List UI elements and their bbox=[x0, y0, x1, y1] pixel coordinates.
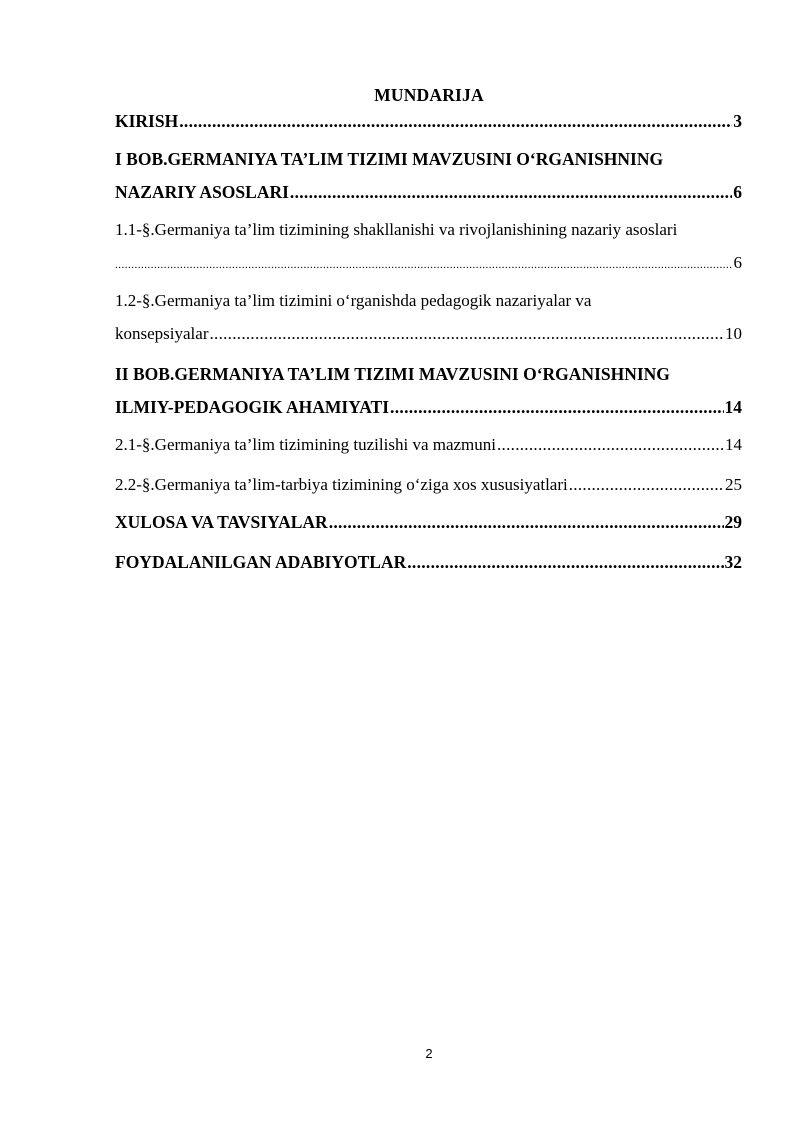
toc-entry-label: NAZARIY ASOSLARI bbox=[115, 182, 289, 202]
toc-entry-kirish[interactable] bbox=[115, 110, 742, 132]
toc-page-number: 14 bbox=[724, 397, 742, 417]
toc-entry-label: KIRISH bbox=[115, 111, 179, 131]
toc-entry-label: FOYDALANILGAN ADABIYOTLAR bbox=[115, 552, 407, 572]
toc-page-number: 14 bbox=[725, 435, 742, 454]
toc-entry-chapter2[interactable] bbox=[115, 396, 742, 418]
toc-chapter1-line1[interactable]: I BOB.GERMANIYA TA’LIM TIZIMI MAVZUSINI O‘RGANISHNING bbox=[115, 149, 664, 169]
toc-entry-chapter1[interactable] bbox=[115, 181, 742, 203]
toc-page-number: 10 bbox=[725, 324, 742, 343]
toc-entry-section22[interactable] bbox=[115, 474, 742, 496]
toc-entry-references[interactable] bbox=[115, 551, 742, 573]
toc-leader-dots bbox=[115, 252, 733, 276]
toc-entry-label: ILMIY-PEDAGOGIK AHAMIYATI bbox=[115, 397, 390, 417]
toc-section11-line1[interactable]: 1.1-§.Germaniya ta’lim tizimining shakllanishi va rivojlanishining nazariy asoslari bbox=[115, 220, 678, 239]
toc-page-number: 32 bbox=[724, 552, 742, 572]
toc-leader-dots bbox=[290, 181, 732, 203]
page-number: 2 bbox=[425, 1046, 433, 1061]
toc-entry-label: 2.2-§.Germaniya ta’lim-tarbiya tizimining o‘ziga xos xususiyatlari bbox=[115, 475, 568, 494]
toc-page-number: 3 bbox=[733, 111, 742, 131]
toc-entry-section12[interactable] bbox=[115, 323, 742, 345]
toc-leader-dots bbox=[179, 110, 732, 132]
toc-entry-section21[interactable] bbox=[115, 434, 742, 456]
toc-page-number: 6 bbox=[733, 182, 742, 202]
toc-leader-dots bbox=[407, 551, 723, 573]
toc-leader-dots bbox=[209, 323, 724, 345]
toc-leader-dots bbox=[390, 396, 723, 418]
toc-entry-label: XULOSA VA TAVSIYALAR bbox=[115, 512, 328, 532]
toc-page-number: 29 bbox=[724, 512, 742, 532]
toc-section12-line1[interactable]: 1.2-§.Germaniya ta’lim tizimini o‘rganishda pedagogik nazariyalar va bbox=[115, 291, 592, 310]
toc-leader-dots bbox=[497, 434, 724, 456]
toc-title: MUNDARIJA bbox=[374, 85, 484, 105]
toc-leader-dots bbox=[569, 474, 724, 496]
toc-entry-conclusion[interactable] bbox=[115, 511, 742, 533]
toc-leader-dots bbox=[329, 511, 724, 533]
toc-page-number: 6 bbox=[733, 253, 742, 272]
toc-page-number: 25 bbox=[725, 475, 742, 494]
toc-chapter2-line1[interactable]: II BOB.GERMANIYA TA’LIM TIZIMI MAVZUSINI O‘RGANISHNING bbox=[115, 364, 670, 384]
toc-entry-label: 2.1-§.Germaniya ta’lim tizimining tuzilishi va mazmuni bbox=[115, 435, 496, 454]
toc-entry-section11[interactable] bbox=[115, 252, 742, 276]
toc-entry-label: konsepsiyalar bbox=[115, 324, 209, 343]
